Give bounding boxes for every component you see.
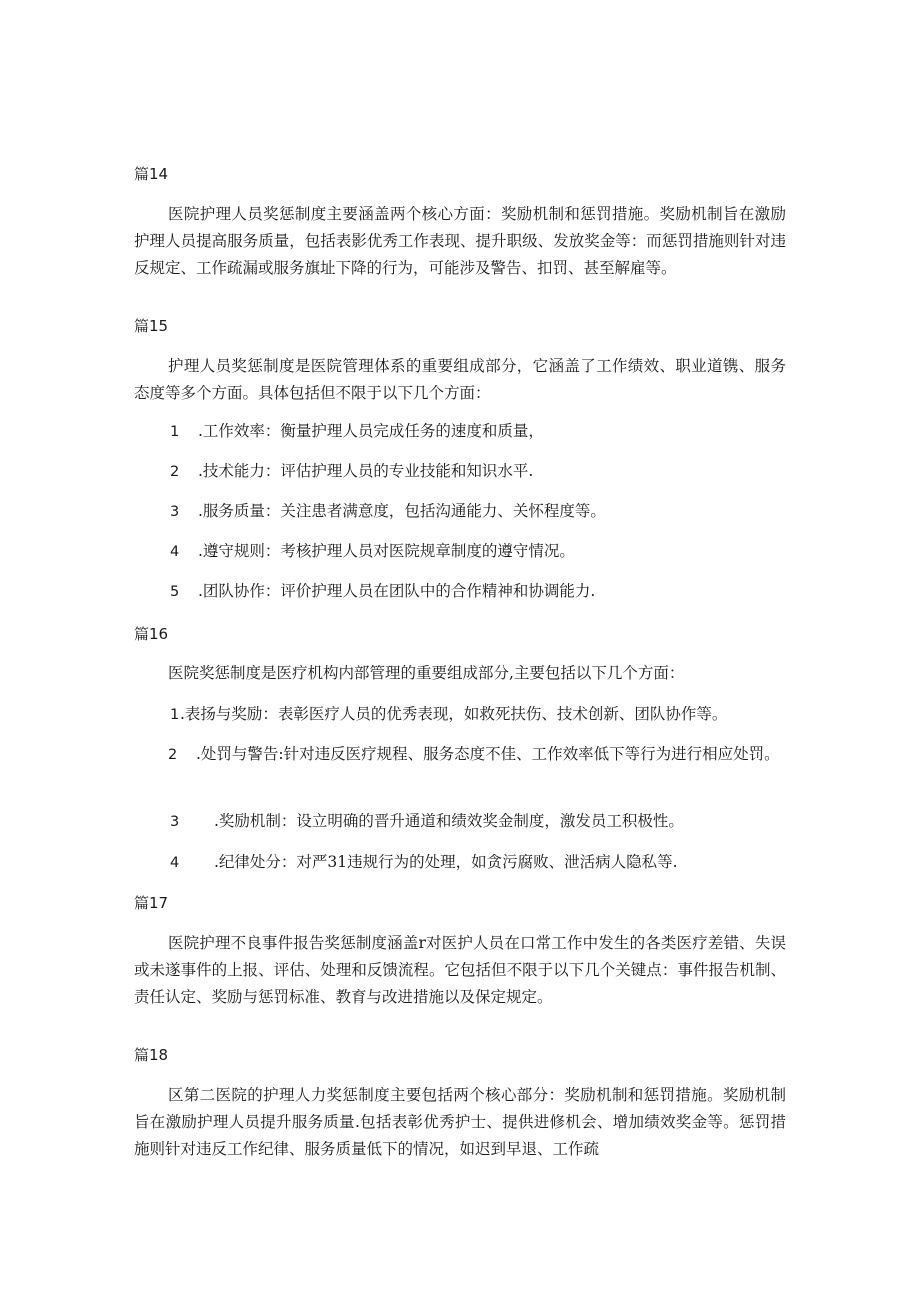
section-heading-16: 篇16 [134, 625, 169, 643]
list-item-number: 1 [170, 424, 180, 440]
list-item-text: .服务质量：关注患者满意度，包括沟通能力、关怀程度等。 [198, 502, 606, 520]
section-heading-17: 篇17 [134, 894, 169, 912]
list-item-text: .表扬与奖励：表彰医疗人员的优秀表现，如救死扶伤、技术创新、团队协作等。 [180, 705, 728, 723]
list-item-number: 2 [170, 464, 180, 480]
list-item [170, 578, 595, 606]
list-item-text: .遵守规则：考核护理人员对医院规章制度的遵守情况。 [198, 542, 575, 560]
list-item-number: 3 [170, 814, 180, 830]
section-paragraph-16: 医院奖惩制度是医疗机构内部管理的重要组成部分,主要包括以下几个方面： [168, 664, 685, 682]
list-item [170, 849, 678, 877]
list-item-text: .技术能力：评估护理人员的专业技能和知识水平. [198, 462, 534, 480]
section-heading-15: 篇15 [134, 317, 169, 335]
list-item-text: .纪律处分：对严31违规行为的处理，如贪污腐败、泄活病人隐私等. [214, 853, 678, 871]
section-heading-14: 篇14 [134, 165, 169, 183]
section-heading-18: 篇18 [134, 1046, 169, 1064]
list-item [170, 808, 684, 836]
section-paragraph-18: 区第二医院的护理人力奖惩制度主要包括两个核心部分：奖励机制和惩罚措施。奖励机制旨在激励护理人员提升服务质量.包括表彰优秀护士、提供进修机会、增加绩效奖金等。惩罚措施则针对违反工作纪律、服务质量低下的情况，如迟到早退、工作疏 [134, 1086, 786, 1158]
list-item [170, 458, 533, 486]
list-item-number: 4 [170, 544, 180, 560]
section-paragraph-17: 医院护理不良事件报告奖惩制度涵盖r对医护人员在口常工作中发生的各类医疗差错、失误或未遂事件的上报、评估、处理和反馈流程。它包括但不限于以下几个关键点：事件报告机制、责任认定、奖励与惩罚标准、教育与改进措施以及保定规定。 [134, 934, 786, 1006]
section-paragraph-15: 护理人员奖惩制度是医院管理体系的重要组成部分，它涵盖了工作绩效、职业道镌、服务态度等多个方面。具体包括但不限于以下几个方面： [134, 357, 786, 402]
list-item [170, 538, 575, 566]
section-paragraph-14: 医院护理人员奖惩制度主要涵盖两个核心方面：奖励机制和惩罚措施。奖励机制旨在激励护理人员提高服务质量，包括表影优秀工作表现、提升职级、发放奖金等：而惩罚措施则针对违反规定、工作疏漏或服务旗址下降的行为，可能涉及警告、扣罚、甚至解雇等。 [134, 205, 786, 277]
list-item-number: 3 [170, 504, 180, 520]
list-item-text: .工作效率：衡量护理人员完成任务的速度和质量， [198, 422, 544, 440]
list-item-number: 2 [168, 747, 178, 763]
list-item [170, 701, 727, 729]
list-item-number: 4 [170, 855, 180, 871]
list-item-number: 1 [170, 707, 180, 723]
list-item-number: 5 [170, 584, 180, 600]
list-item-text: .团队协作：评价护理人员在团队中的合作精神和协调能力. [198, 582, 596, 600]
list-item-text: .奖励机制：设立明确的晋升通道和绩效奖金制度，激发员工积极性。 [214, 812, 684, 830]
list-item-text: .处罚与警告:针对违反医疗规程、服务态度不佳、工作效率低下等行为进行相应处罚。 [196, 745, 780, 763]
list-item [170, 418, 544, 446]
list-item [134, 741, 786, 769]
list-item [170, 498, 606, 526]
